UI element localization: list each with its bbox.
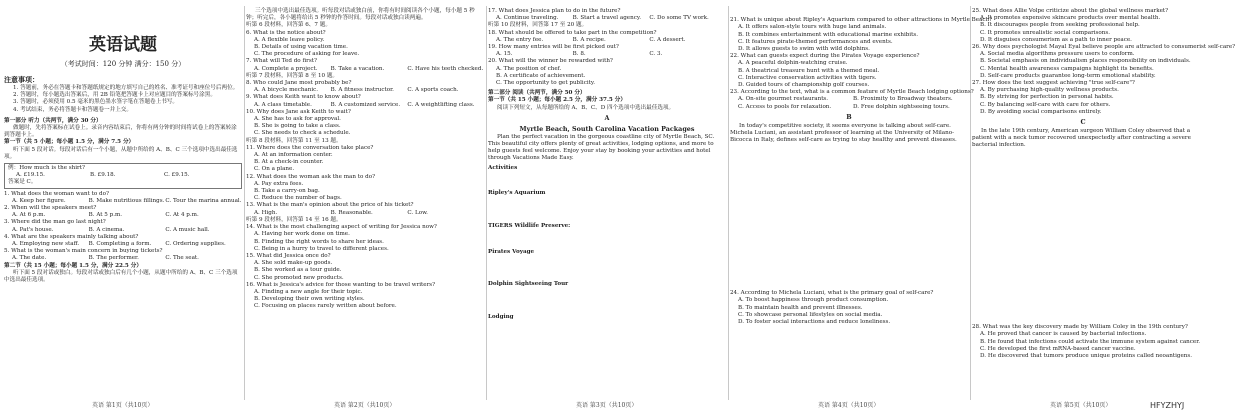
option: C. Ordering supplies. <box>165 241 226 248</box>
question-text: 18. What should be offered to take part in the competition? <box>488 29 657 36</box>
question-3 <box>4 219 242 233</box>
option: B. It combines entertainment with educational marine exhibits. <box>738 31 918 38</box>
passage-paragraph: In the late 19th century, American surgeon William Coley observed that a patient with a neck tumor recovered unexpectedly after contracting a severe bacterial infection. <box>972 128 1191 149</box>
question-11 <box>246 145 484 174</box>
section1-heading: 第一节（共 5 小题；每小题 1.5 分，满分 7.5 分） <box>4 139 135 146</box>
option: B. £9.18. <box>90 172 116 179</box>
option: A. The entry fee. <box>496 36 544 43</box>
part1-intro: 做题时，先将答案标在试卷上。录音内容结束后，你将有两分钟的时间将试卷上的答案转涂到答题卡上。 <box>4 125 237 139</box>
option: B. It discourages people from seeking professional help. <box>980 22 1140 29</box>
option: A. She has to ask for approval. <box>254 116 341 123</box>
page-1 <box>4 8 242 396</box>
question-22 <box>730 53 968 89</box>
option: B. To maintain health and prevent illnesses. <box>738 304 863 311</box>
question-text: 13. What is the man's opinion about the price of his ticket? <box>246 202 414 209</box>
note-item: 2. 答题时，每小题选出答案后，用 2B 铅笔把答题卡上对应题目的答案标号涂黑。 <box>13 92 216 99</box>
page-5 <box>972 8 1235 396</box>
unreadable-text <box>730 10 968 17</box>
passage-subheading: TIGERS Wildlife Preserve: <box>488 223 571 229</box>
option: D. He discovered that tumors produce unique proteins called neoantigens. <box>980 352 1193 359</box>
question-14 <box>246 224 484 253</box>
option: A. He proved that cancer is caused by bacterial infections. <box>980 331 1147 338</box>
question-27 <box>972 80 1194 116</box>
option: B. By striving for perfection in personal habits. <box>980 94 1114 101</box>
option: A. A flexible leave policy. <box>254 36 325 43</box>
unreadable-text <box>972 152 1194 325</box>
option: C. £9.15. <box>164 172 190 179</box>
option: C. Access to pools for relaxation. <box>738 103 832 110</box>
option: C. To showcase personal lifestyles on social media. <box>738 311 883 318</box>
section2-intro: 听下面 5 段对话或独白。每段对话或独白后有几个小题，从题中所给的 A、B、C 三个选项中选出最佳选项。 <box>4 269 238 284</box>
option: B. Finding the right words to share her ideas. <box>254 238 384 245</box>
option: A. To boost happiness through product consumption. <box>738 297 889 304</box>
option: A. Social media algorithms pressure users to conform. <box>980 51 1135 58</box>
option: C. The procedure of asking for leave. <box>254 51 360 58</box>
option: B. A recipe. <box>572 36 606 43</box>
listen-instruction: 听第 10 段材料，回答第 17 至 20 题。 <box>488 22 588 29</box>
option: B. Details of using vacation time. <box>254 44 348 51</box>
question-text: 12. What does the woman ask the man to do? <box>246 173 376 180</box>
option: B. A fitness instructor. <box>330 87 394 94</box>
question-text: 8. Who could Jane most probably be? <box>246 80 352 87</box>
passage-paragraph: Plan the perfect vacation in the gorgeous coastline city of Myrtle Beach, SC. This beautiful city offers plenty of great activities, lodging options, and more to help guests feel welcome. Enjoy your stay by booking your activities and hotel through Vacations Made Easy. <box>488 133 715 162</box>
question-15 <box>246 253 484 282</box>
question-text: 5. What is the woman's main concern in buying tickets? <box>4 248 163 255</box>
page-footer: 英语 第1页（共10页） <box>92 402 154 409</box>
unreadable-text <box>488 232 726 246</box>
section2-intro-cont: 三个选项中选出最佳选项。听每段对话或独白前，你将有时间阅读各个小题，每小题 5 秒钟；听完后，各小题将给出 5 秒钟的作答时间。每段对话或独白读两遍。 <box>246 8 475 22</box>
passage-letter: A <box>604 113 610 122</box>
option: B. Take a carry-on bag. <box>254 188 320 195</box>
option: A. At an information center. <box>254 152 333 159</box>
unreadable-text <box>488 291 726 313</box>
watermark: HFYZHYJ <box>1150 401 1185 410</box>
option: C. Reduce the number of bags. <box>254 195 342 202</box>
passage-subheading: Activities <box>488 164 518 171</box>
option: C. A sports coach. <box>407 87 459 94</box>
option: B. A certificate of achievement. <box>496 72 586 79</box>
option: A. It offers salon-style tours with huge land animals. <box>738 24 887 31</box>
option: C. At 4 p.m. <box>165 212 199 219</box>
question-20 <box>488 58 726 87</box>
option: B. Developing their own writing styles. <box>254 296 365 303</box>
question-18 <box>488 30 726 44</box>
option: B. 8. <box>572 51 586 58</box>
option: C. On a plane. <box>254 166 295 173</box>
option: C. 3. <box>649 51 663 58</box>
question-text: 28. What was the key discovery made by William Coley in the 19th century? <box>972 324 1188 331</box>
option: B. The performer. <box>88 255 139 262</box>
passage-subheading: Lodging <box>488 314 514 321</box>
option: A. 15. <box>496 51 513 58</box>
page-footer: 英语 第3页（共10页） <box>576 402 638 409</box>
question-text: 14. What is the most challenging aspect of writing for Jessica now? <box>246 224 437 231</box>
option: B. Societal emphasis on individualism places responsibility on individuals. <box>980 58 1191 65</box>
option: B. A theatrical treasure hunt with a themed meal. <box>738 67 880 74</box>
page-3 <box>488 8 726 396</box>
page-2 <box>246 8 484 396</box>
question-8 <box>246 80 484 94</box>
option: B. Make nutritious fillings. <box>88 197 165 204</box>
option: A. A class timetable. <box>254 101 312 108</box>
exam-meta: （考试时间：120 分钟 满分：150 分） <box>60 60 186 68</box>
question-text: 1. What does the woman want to do? <box>4 190 109 197</box>
unreadable-text <box>488 174 726 188</box>
question-26 <box>972 44 1235 80</box>
note-item: 4. 考试结束，务必将答题卡和答题卷一并上交。 <box>13 106 132 113</box>
option: C. It promotes unrealistic social comparisons. <box>980 29 1111 36</box>
option: C. It features pirate-themed performances and events. <box>738 38 893 45</box>
option: C. The seat. <box>165 255 199 262</box>
question-6 <box>246 30 484 59</box>
option: A. At 6 p.m. <box>12 212 46 219</box>
question-text: 7. What will Ted do first? <box>246 58 317 65</box>
question-13 <box>246 202 484 216</box>
option: A. On-site gourmet restaurants. <box>738 96 829 103</box>
option: B. Take a vacation. <box>330 65 385 72</box>
question-16 <box>246 282 484 311</box>
question-1 <box>4 191 242 205</box>
option: B. A cinema. <box>88 226 125 233</box>
option: C. A dessert. <box>649 36 686 43</box>
option: C. Do some TV work. <box>649 15 709 22</box>
option: A. Continue traveling. <box>496 15 559 22</box>
note-item: 3. 答题时，必须使用 0.5 毫米的黑色墨水签字笔在答题卷上书写。 <box>13 99 179 106</box>
question-text: 22. What can guests expect during the Pirates Voyage experience? <box>730 53 920 60</box>
option: C. A music hall. <box>165 226 210 233</box>
question-text: 21. What is unique about Ripley's Aquarium compared to other attractions in Myrtle Beach? <box>730 17 993 24</box>
passage-letter: B <box>846 112 852 121</box>
question-text: 24. According to Michela Luciani, what is the primary goal of self-care? <box>730 290 934 297</box>
question-28 <box>972 324 1201 360</box>
passage-subheading: Pirates Voyage <box>488 248 535 255</box>
option: C. Tour the marina annual. <box>165 197 242 204</box>
question-text: 11. Where does the conversation take place? <box>246 144 374 151</box>
page-footer: 英语 第2页（共10页） <box>334 402 396 409</box>
option: D. To foster social interactions and reduce loneliness. <box>738 319 891 325</box>
passage-subheading: Ripley's Aquarium <box>488 190 546 197</box>
option: A. It promotes expensive skincare products over mental health. <box>980 15 1161 22</box>
listen-instruction: 听第 9 段材料，回答第 14 至 16 题。 <box>246 216 342 223</box>
option: A. The position of chef. <box>496 65 562 72</box>
option: A. Complete a project. <box>254 65 318 72</box>
question-text: 15. What did Jessica once do? <box>246 252 331 259</box>
page-4 <box>730 8 993 396</box>
option: C. The opportunity to get publicity. <box>496 80 596 87</box>
passage-paragraph: In today's competitive society, it seems everyone is talking about self-care. Michela Luciani, an assistant professor of learning at the University of Milano-Bicocca in Italy, defines self-care as trying to stay healthy and prevent diseases. <box>730 122 957 144</box>
question-text: 10. Why does Jane ask Keith to wait? <box>246 108 351 115</box>
option: C. Interactive conservation activities with tigers. <box>738 74 877 81</box>
question-text: 26. Why does psychologist Mayal Eyal believe people are attracted to consumerist self-care? <box>972 44 1235 51</box>
option: C. She promoted new products. <box>254 274 344 281</box>
question-text: 4. What are the speakers mainly talking about? <box>4 233 139 240</box>
question-text: 23. According to the text, what is a common feature of Myrtle Beach lodging options? <box>730 89 974 96</box>
option: B. At 5 p.m. <box>88 212 123 219</box>
column-divider <box>970 6 971 400</box>
section1-intro: 听下面 5 段对话。每段对话后有一个小题，从题中所给的 A、B、C 三个选项中选出最佳选项。 <box>4 146 238 160</box>
passage-letter: C <box>1080 118 1086 127</box>
question-19 <box>488 44 726 58</box>
option: A. Employing new staff. <box>12 241 80 248</box>
option: A. She sold make-up goods. <box>254 260 333 267</box>
question-9 <box>246 94 484 108</box>
option: C. He developed the first mRNA-based cancer vaccine. <box>980 345 1136 352</box>
passage-subheading: Dolphin Sightseeing Tour <box>488 281 569 288</box>
option: A. Finding a new angle for their topic. <box>254 288 363 295</box>
question-17 <box>488 8 726 22</box>
question-text: 6. What is the notice about? <box>246 29 326 36</box>
option: A. Keep her figure. <box>12 197 66 204</box>
question-text: 19. How many entries will be first picked out? <box>488 44 619 51</box>
question-text: 17. What does Jessica plan to do in the future? <box>488 8 621 14</box>
option: B. She is going to take a class. <box>254 123 341 130</box>
option: C. A weightlifting class. <box>407 101 475 108</box>
column-divider <box>486 6 487 400</box>
question-text: 25. What does Allie Volpe criticize about the global wellness market? <box>972 8 1169 14</box>
option: B. Start a travel agency. <box>572 15 642 22</box>
question-21 <box>730 17 993 53</box>
question-24 <box>730 290 968 326</box>
exam-title: 英语试题 <box>89 35 157 55</box>
column-divider <box>244 6 245 400</box>
option: B. He found that infections could activate the immune system against cancer. <box>980 338 1201 345</box>
option: A. The date. <box>12 255 47 262</box>
page-footer: 英语 第5页（共10页） <box>1050 402 1112 409</box>
question-4 <box>4 234 242 248</box>
column-divider <box>728 6 729 400</box>
question-text: 27. How does the text suggest achieving "true self-care"? <box>972 80 1135 87</box>
option: D. By avoiding social comparisons entirely. <box>980 108 1102 115</box>
question-text: 3. Where did the man go last night? <box>4 219 106 226</box>
question-25 <box>972 8 1194 44</box>
option: D. Guided tours of championship golf courses. <box>738 82 870 89</box>
listen-instruction: 听第 6 段材料，回答第 6、7 题。 <box>246 22 331 29</box>
option: A. By purchasing high-quality wellness products. <box>980 87 1119 94</box>
option: D. Self-care products guarantee long-term emotional stability. <box>980 72 1156 79</box>
option: B. Completing a form. <box>88 241 152 248</box>
option: B. Proximity to Broadway theaters. <box>853 96 953 103</box>
option: C. She needs to check a schedule. <box>254 130 351 137</box>
example-options <box>8 172 238 179</box>
option: A. A bicycle mechanic. <box>254 87 319 94</box>
option: A. High. <box>254 209 278 216</box>
option: C. Low. <box>407 209 428 216</box>
listen-instruction: 听第 7 段材料，回答第 8 至 10 题。 <box>246 72 339 79</box>
option: B. She worked as a tour guide. <box>254 267 342 274</box>
note-item: 1. 答题前，务必在答题卡和答题纸规定的地方填写自己的姓名、准考证号和座位号后两位。 <box>13 85 239 91</box>
example-question: 例：How much is the shirt? <box>8 165 85 172</box>
question-text: 9. What does Keith want to know about? <box>246 94 361 101</box>
page-footer: 英语 第4页（共10页） <box>818 402 880 409</box>
passage-title: Myrtle Beach, South Carolina Vacation Packages <box>519 124 695 133</box>
example-box <box>4 163 242 189</box>
listen-instruction: 听第 8 段材料，回答第 11 至 13 题。 <box>246 137 342 144</box>
option: C. Mental health awareness campaigns highlight its benefits. <box>980 65 1154 72</box>
question-10 <box>246 109 484 138</box>
option: C. Being in a hurry to travel to different places. <box>254 245 389 252</box>
example-answer: 答案是 C。 <box>8 179 37 186</box>
question-7 <box>246 58 484 72</box>
option: C. By balancing self-care with care for others. <box>980 101 1111 108</box>
part2-intro: 阅读下列短文，从每题所给的 A、B、C、D 四个选项中选出最佳选项。 <box>497 104 675 111</box>
option: D. Free dolphin sightseeing tours. <box>853 103 950 110</box>
question-2 <box>4 205 242 219</box>
option: A. £19.15. <box>16 172 45 179</box>
notes-title: 注意事项： <box>4 75 39 84</box>
option: D. It disguises consumerism as a path to inner peace. <box>980 36 1132 43</box>
option: B. At a check-in counter. <box>254 159 324 166</box>
unreadable-text <box>488 199 726 221</box>
unreadable-text <box>730 146 968 290</box>
option: C. Have his teeth checked. <box>407 65 484 72</box>
option: A. Having her work done on time. <box>254 231 350 238</box>
part2-heading: 第二部分 阅读（共两节，满分 50 分） <box>488 90 586 97</box>
option: A. Pay extra fees. <box>254 180 304 187</box>
question-5 <box>4 248 242 262</box>
part2-section-heading: 第一节（共 15 小题；每小题 2.5 分，满分 37.5 分） <box>488 97 626 104</box>
part1-heading: 第一部分 听力（共两节，满分 30 分） <box>4 117 102 124</box>
question-12 <box>246 174 484 203</box>
question-text: 20. What will the winner be rewarded with? <box>488 58 613 65</box>
option: A. Pat's house. <box>12 226 54 233</box>
question-text: 16. What is Jessica's advice for those wanting to be travel writers? <box>246 281 436 288</box>
question-23 <box>730 89 974 111</box>
option: D. It allows guests to swim with wild dolphins. <box>738 46 870 52</box>
option: B. A customized service. <box>330 101 401 108</box>
unreadable-text <box>488 258 726 280</box>
question-text: 2. When will the speakers meet? <box>4 205 97 212</box>
section2-heading: 第二节（共 15 小题；每小题 1.5 分，满分 22.5 分） <box>4 262 142 269</box>
option: A. A peaceful dolphin-watching cruise. <box>738 60 848 67</box>
option: B. Reasonable. <box>330 209 373 216</box>
option: C. Focusing on places rarely written about before. <box>254 303 397 310</box>
